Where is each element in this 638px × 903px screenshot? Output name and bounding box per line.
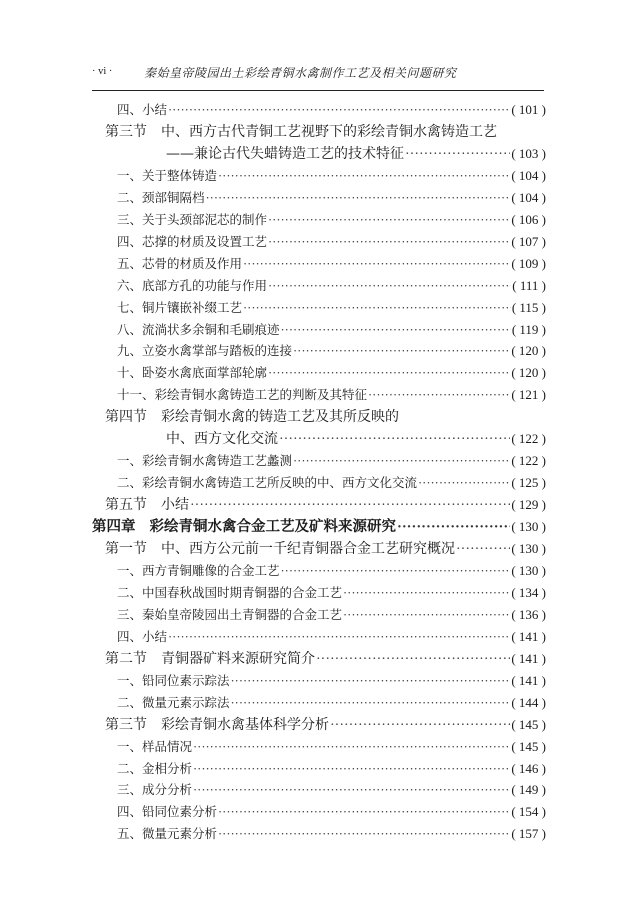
toc-label: 二、彩绘青铜水禽铸造工艺所反映的中、西方文化交流 — [117, 475, 418, 491]
toc-chapter — [92, 516, 546, 538]
toc-item — [117, 450, 546, 472]
toc-label: 五、微量元素分析 — [117, 826, 218, 842]
dot-leader — [218, 801, 510, 823]
toc-item — [117, 231, 546, 253]
book-title: 秦始皇帝陵园出土彩绘青铜水禽制作工艺及相关问题研究 — [144, 66, 457, 80]
toc-section — [105, 406, 546, 428]
dot-leader — [193, 779, 510, 801]
toc-item — [117, 626, 546, 648]
toc-section — [105, 121, 546, 143]
toc-item — [117, 692, 546, 714]
toc-page-number: ( 109 ) — [511, 255, 546, 271]
toc-number: 第五节 — [105, 497, 147, 514]
toc-page-number: ( 122 ) — [511, 431, 546, 447]
toc-label: 五、芯骨的材质及作用 — [117, 255, 243, 271]
toc-page-number: ( 101 ) — [511, 102, 546, 117]
toc-page-number: ( 106 ) — [511, 211, 546, 227]
dot-leader — [206, 187, 511, 209]
toc-item — [117, 209, 546, 231]
toc-page-number: ( 125 ) — [511, 475, 546, 491]
toc-label: 二、中国春秋战国时期青铜器的合金工艺 — [117, 584, 343, 600]
dot-leader — [343, 582, 510, 604]
toc-label: 中、西方文化交流 — [166, 431, 278, 448]
toc-label: 三、秦始皇帝陵园出土青铜器的合金工艺 — [117, 606, 343, 622]
toc-section — [105, 714, 546, 736]
toc-item — [117, 253, 546, 275]
toc-page-number: ( 134 ) — [511, 584, 546, 600]
dot-leader — [243, 253, 510, 275]
running-header — [92, 64, 544, 86]
toc-page-number: ( 120 ) — [511, 365, 546, 381]
toc-page-number: ( 122 ) — [511, 453, 546, 469]
toc-label: 一、关于整体铸造 — [117, 167, 218, 183]
toc-label: 一、西方青铜雕像的合金工艺 — [117, 562, 280, 578]
dot-leader — [168, 626, 510, 648]
toc-section-continuation — [166, 143, 546, 165]
toc-page-number: ( 136 ) — [511, 606, 546, 622]
toc-page-number: ( 141 ) — [511, 628, 546, 644]
dot-leader — [293, 450, 510, 472]
dot-leader — [168, 99, 510, 121]
toc-page-number: ( 141 ) — [511, 650, 546, 666]
toc-item — [117, 165, 546, 187]
dot-leader — [343, 604, 510, 626]
toc-label: 一、铅同位素示踪法 — [117, 672, 230, 688]
toc-page-number: ( 111 ) — [512, 277, 546, 293]
toc-number: 第四章 — [92, 518, 136, 536]
toc-label: 四、芯撑的材质及设置工艺 — [117, 233, 268, 249]
toc-item — [117, 297, 546, 319]
toc-page-number: ( 130 ) — [511, 562, 546, 578]
dot-leader — [231, 670, 511, 692]
dot-leader — [330, 715, 510, 736]
header-rule — [92, 90, 544, 91]
dot-leader — [281, 319, 511, 341]
toc-page-number: ( 130 ) — [511, 519, 546, 535]
toc-label: 小结 — [161, 497, 189, 514]
toc-item — [117, 560, 546, 582]
toc-page-number: ( 103 ) — [511, 145, 546, 161]
toc-number: 第一节 — [105, 541, 147, 557]
toc-section — [105, 494, 546, 516]
dot-leader — [268, 231, 510, 253]
page-number: · vi · — [92, 66, 113, 77]
toc-item — [117, 604, 546, 626]
toc-page-number: ( 154 ) — [511, 804, 546, 820]
toc-number: 第三节 — [105, 123, 147, 140]
toc-label: 彩绘青铜水禽基体科学分析 — [161, 716, 329, 733]
toc-item — [117, 362, 546, 384]
toc-label: 四、小结 — [117, 628, 168, 644]
toc-item — [117, 823, 546, 845]
toc-page-number: ( 120 ) — [511, 343, 546, 359]
toc-item — [117, 472, 546, 494]
toc-label: 四、小结 — [117, 102, 168, 117]
dot-leader — [456, 539, 510, 560]
toc-item — [117, 340, 546, 362]
dot-leader — [190, 495, 510, 516]
dot-leader — [397, 516, 510, 538]
toc-label: 四、铅同位素分析 — [117, 804, 218, 820]
toc-item — [117, 99, 546, 121]
dot-leader — [268, 362, 510, 384]
toc-label: 六、底部方孔的功能与作用 — [117, 277, 268, 293]
toc-page-number: ( 141 ) — [511, 672, 546, 688]
toc-page-number: ( 119 ) — [511, 321, 546, 337]
dot-leader — [243, 297, 511, 319]
dot-leader — [218, 823, 510, 845]
toc-label: 三、成分分析 — [117, 782, 193, 798]
dot-leader — [193, 736, 510, 758]
toc-page-number: ( 104 ) — [511, 189, 546, 205]
dot-leader — [268, 275, 511, 297]
toc-label: ——兼论古代失蜡铸造工艺的技术特征 — [166, 145, 404, 162]
dot-leader — [193, 758, 510, 780]
toc-page-number: ( 145 ) — [511, 738, 546, 754]
toc-item — [117, 670, 546, 692]
toc-label: 三、关于头颈部泥芯的制作 — [117, 211, 268, 227]
toc-item — [117, 384, 546, 406]
dot-leader — [418, 472, 510, 494]
toc-label: 十一、彩绘青铜水禽铸造工艺的判断及其特征 — [117, 387, 368, 403]
toc-page-number: ( 130 ) — [511, 541, 546, 556]
toc-section — [105, 538, 546, 560]
toc-label: 青铜器矿料来源研究简介 — [161, 650, 315, 667]
toc-page-number: ( 104 ) — [511, 167, 546, 183]
toc-page-number: ( 129 ) — [511, 497, 546, 513]
toc-number: 第四节 — [105, 409, 147, 426]
toc-label: 彩绘青铜水禽合金工艺及矿料来源研究 — [149, 518, 396, 536]
toc-page-number: ( 157 ) — [511, 826, 546, 842]
toc-label: 中、西方公元前一千纪青铜器合金工艺研究概况 — [161, 541, 455, 557]
dot-leader — [293, 340, 510, 362]
toc-page-number: ( 144 ) — [511, 694, 546, 710]
toc-label: 十、卧姿水禽底面掌部轮廓 — [117, 365, 268, 381]
toc-label: 九、立姿水禽掌部与踏板的连接 — [117, 343, 293, 359]
dot-leader — [279, 429, 510, 450]
toc-label: 二、金相分析 — [117, 760, 193, 776]
toc-item — [117, 736, 546, 758]
toc-label: 二、微量元素示踪法 — [117, 694, 230, 710]
toc-item — [117, 582, 546, 604]
toc-number: 第二节 — [105, 650, 147, 667]
dot-leader — [368, 384, 510, 406]
toc-item — [117, 275, 546, 297]
dot-leader — [405, 144, 510, 165]
dot-leader — [218, 165, 510, 187]
toc-label: 二、颈部铜隔档 — [117, 189, 205, 205]
dot-leader — [281, 560, 511, 582]
toc-page-number: ( 115 ) — [511, 299, 546, 315]
toc-label: 七、铜片镶嵌补缀工艺 — [117, 299, 243, 315]
dot-leader — [231, 692, 511, 714]
dot-leader — [316, 649, 510, 670]
toc-number: 第三节 — [105, 716, 147, 733]
toc-label: 一、样品情况 — [117, 738, 193, 754]
toc-page-number: ( 107 ) — [511, 233, 546, 249]
toc-item — [117, 779, 546, 801]
toc-item — [117, 758, 546, 780]
toc-page-number: ( 149 ) — [511, 782, 546, 798]
toc-item — [117, 187, 546, 209]
toc-item — [117, 319, 546, 341]
toc-label: 彩绘青铜水禽的铸造工艺及其所反映的 — [161, 409, 399, 426]
toc-page-number: ( 146 ) — [511, 760, 546, 776]
toc-section-continuation — [166, 428, 546, 450]
toc-label: 一、彩绘青铜水禽铸造工艺蠡测 — [117, 453, 293, 469]
toc-label: 中、西方古代青铜工艺视野下的彩绘青铜水禽铸造工艺 — [161, 123, 497, 140]
toc-item — [117, 801, 546, 823]
toc-label: 八、流淌状多余铜和毛刷痕迹 — [117, 321, 280, 337]
toc-page-number: ( 121 ) — [511, 387, 546, 403]
dot-leader — [268, 209, 510, 231]
toc-page-number: ( 145 ) — [511, 716, 546, 732]
toc-section — [105, 648, 546, 670]
